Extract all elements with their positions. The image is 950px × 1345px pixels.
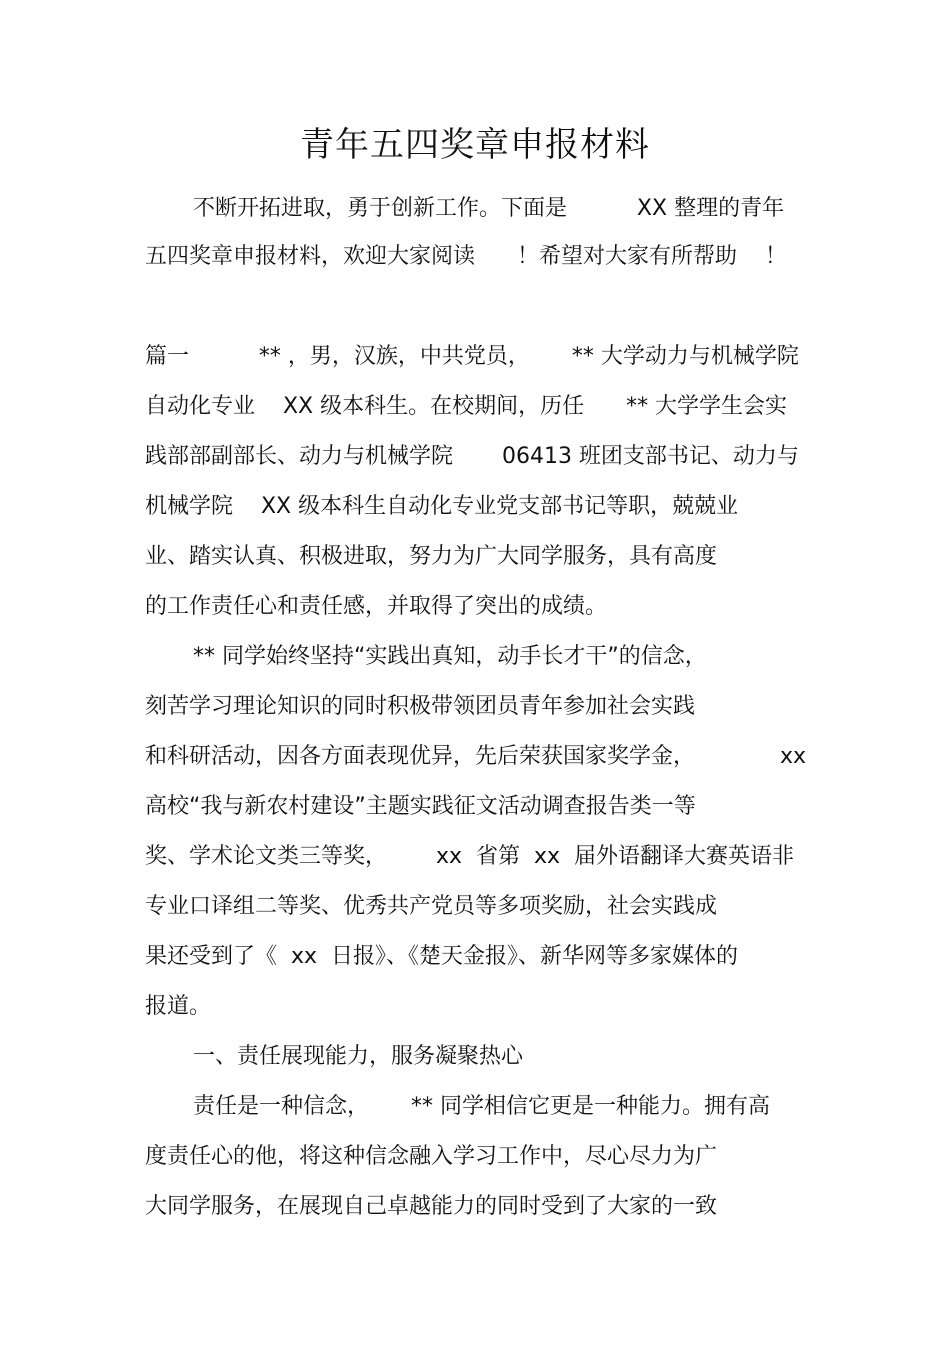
paragraph-line: 报道。 [145, 994, 212, 1019]
paragraph-line: ** 同学始终坚持“实践出真知，动手长才干”的信念， [193, 644, 707, 669]
paragraph-line: 自动化专业 XX 级本科生。在校期间，历任 ** 大学学生会实 [145, 394, 788, 419]
paragraph-line: 奖、学术论文类三等奖， xx 省第 xx 届外语翻译大赛英语非 [145, 844, 794, 869]
document-title: 青年五四奖章申报材料 [300, 125, 650, 165]
paragraph-line: 高校“我与新农村建设”主题实践征文活动调查报告类一等 [145, 794, 696, 819]
paragraph-line: 刻苦学习理论知识的同时积极带领团员青年参加社会实践 [145, 694, 696, 719]
paragraph-line: 业、踏实认真、积极进取，努力为广大同学服务，具有高度 [145, 544, 718, 569]
paragraph-line: 果还受到了《 xx 日报》、《楚天金报》、新华网等多家媒体的 [145, 944, 739, 969]
paragraph-line: 度责任心的他，将这种信念融入学习工作中，尽心尽力为广 [145, 1144, 718, 1169]
paragraph-line: 责任是一种信念， ** 同学相信它更是一种能力。拥有高 [193, 1094, 770, 1119]
paragraph-line: 五四奖章申报材料，欢迎大家阅读 ！希望对大家有所帮助 ！ [145, 244, 787, 269]
paragraph-line: 专业口译组二等奖、优秀共产党员等多项奖励，社会实践成 [145, 894, 718, 919]
paragraph-line: 和科研活动，因各方面表现优异，先后荣获国家奖学金， [145, 744, 696, 769]
section-heading: 一、责任展现能力，服务凝聚热心 [193, 1044, 524, 1069]
paragraph-line: 篇一 ** ，男，汉族，中共党员， ** 大学动力与机械学院 [145, 344, 799, 369]
paragraph-line: 大同学服务，在展现自己卓越能力的同时受到了大家的一致 [145, 1194, 718, 1219]
paragraph-line: 的工作责任心和责任感，并取得了突出的成绩。 [145, 594, 608, 619]
paragraph-line: 机械学院 XX 级本科生自动化专业党支部书记等职，兢兢业 [145, 494, 739, 519]
paragraph-line-tail: xx [780, 744, 807, 769]
paragraph-line: 践部部副部长、动力与机械学院 06413 班团支部书记、动力与 [145, 444, 799, 469]
paragraph-line: 不断开拓进取，勇于创新工作。下面是 XX 整理的青年 [193, 196, 785, 221]
